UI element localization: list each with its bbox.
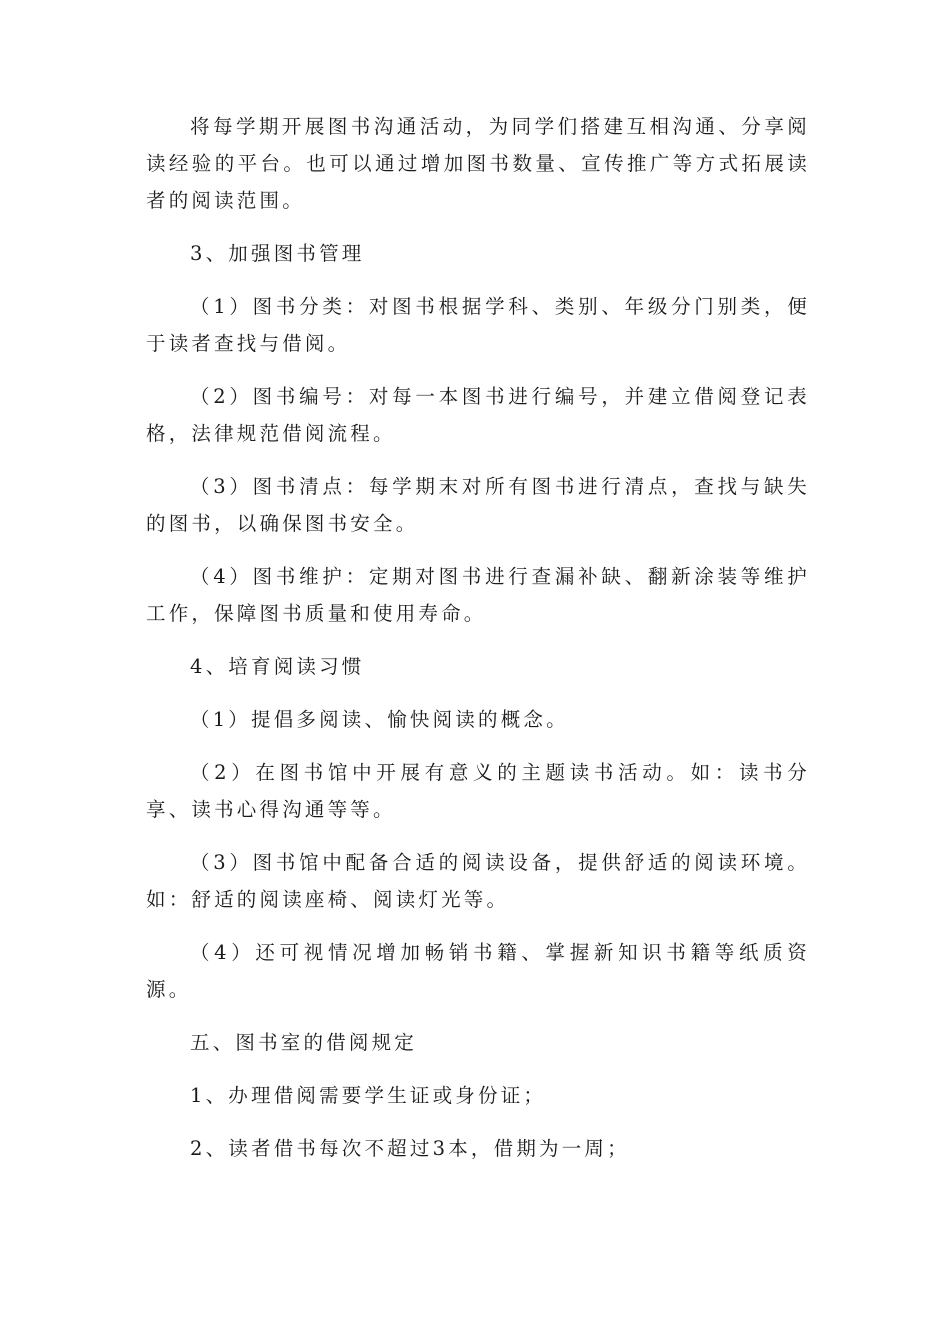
paragraph-rule-id: 1、办理借阅需要学生证或身份证； <box>190 1084 547 1107</box>
paragraph-rule-limit: 2、读者借书每次不超过3本，借期为一周； <box>190 1137 630 1160</box>
paragraph-numbering: （2）图书编号：对每一本图书进行编号，并建立借阅登记表格，法律规范借阅流程。 <box>146 385 810 445</box>
paragraph-classification: （1）图书分类：对图书根据学科、类别、年级分门别类，便于读者查找与借阅。 <box>146 295 810 355</box>
heading-reading-habits: 4、培育阅读习惯 <box>190 655 365 678</box>
paragraph-paper-resources: （4）还可视情况增加畅销书籍、掌握新知识书籍等纸质资源。 <box>146 941 810 1001</box>
paragraph-inventory: （3）图书清点：每学期末对所有图书进行清点，查找与缺失的图书，以确保图书安全。 <box>146 475 810 535</box>
paragraph-activity: 将每学期开展图书沟通活动，为同学们搭建互相沟通、分享阅读经验的平台。也可以通过增加图书数量、宣传推广等方式拓展读者的阅读范围。 <box>146 115 810 212</box>
document-body <box>146 108 810 1183</box>
paragraph-theme-activities: （2）在图书馆中开展有意义的主题读书活动。如：读书分享、读书心得沟通等等。 <box>146 761 810 821</box>
paragraph-advocate-reading: （1）提倡多阅读、愉快阅读的概念。 <box>190 708 569 731</box>
paragraph-reading-equipment: （3）图书馆中配备合适的阅读设备，提供舒适的阅读环境。如：舒适的阅读座椅、阅读灯光等。 <box>146 851 810 911</box>
paragraph-maintenance: （4）图书维护：定期对图书进行查漏补缺、翻新涂装等维护工作，保障图书质量和使用寿命。 <box>146 565 810 625</box>
heading-book-management: 3、加强图书管理 <box>190 242 365 265</box>
heading-borrowing-rules: 五、图书室的借阅规定 <box>190 1031 418 1054</box>
